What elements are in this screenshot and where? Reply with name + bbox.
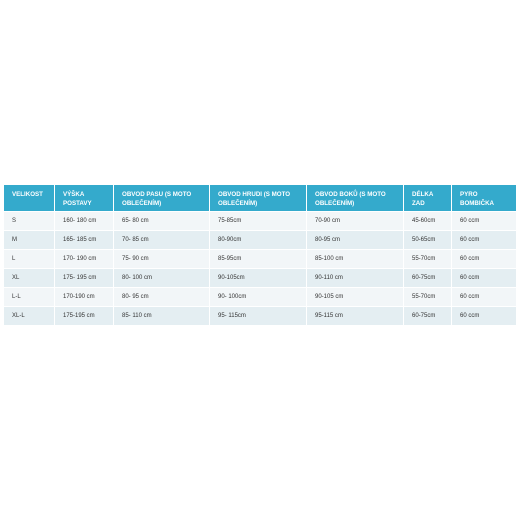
header-pyro-cartridge: PYRO BOMBIČKA xyxy=(452,185,516,211)
cell-chest: 75-85cm xyxy=(210,211,307,230)
header-size: VELIKOST xyxy=(4,185,55,211)
header-chest: OBVOD HRUDI (S MOTO OBLEČENÍM) xyxy=(210,185,307,211)
cell-pyro-cartridge: 60 ccm xyxy=(452,287,516,306)
cell-size: M xyxy=(4,230,55,249)
cell-back-length: 60-75cm xyxy=(404,306,452,325)
cell-size: L xyxy=(4,249,55,268)
cell-size: S xyxy=(4,211,55,230)
table-row xyxy=(4,268,516,287)
cell-height: 170-190 cm xyxy=(55,287,114,306)
cell-back-length: 55-70cm xyxy=(404,287,452,306)
header-hips: OBVOD BOKŮ (S MOTO OBLEČENÍM) xyxy=(307,185,404,211)
cell-hips: 90-105 cm xyxy=(307,287,404,306)
cell-waist: 70- 85 cm xyxy=(114,230,210,249)
cell-height: 175- 195 cm xyxy=(55,268,114,287)
cell-size: XL xyxy=(4,268,55,287)
header-row xyxy=(4,185,516,211)
cell-back-length: 55-70cm xyxy=(404,249,452,268)
cell-chest: 90- 100cm xyxy=(210,287,307,306)
cell-height: 170- 190 cm xyxy=(55,249,114,268)
cell-chest: 95- 115cm xyxy=(210,306,307,325)
cell-back-length: 60-75cm xyxy=(404,268,452,287)
cell-hips: 85-100 cm xyxy=(307,249,404,268)
size-chart-table xyxy=(4,185,516,325)
cell-pyro-cartridge: 60 ccm xyxy=(452,306,516,325)
cell-chest: 90-105cm xyxy=(210,268,307,287)
cell-height: 175-195 cm xyxy=(55,306,114,325)
header-height: VÝŠKA POSTAVY xyxy=(55,185,114,211)
cell-height: 160- 180 cm xyxy=(55,211,114,230)
cell-hips: 95-115 cm xyxy=(307,306,404,325)
table-row xyxy=(4,230,516,249)
cell-back-length: 45-60cm xyxy=(404,211,452,230)
cell-waist: 75- 90 cm xyxy=(114,249,210,268)
cell-hips: 90-110 cm xyxy=(307,268,404,287)
cell-hips: 80-95 cm xyxy=(307,230,404,249)
cell-size: XL-L xyxy=(4,306,55,325)
table-row xyxy=(4,211,516,230)
table-row xyxy=(4,287,516,306)
cell-back-length: 50-65cm xyxy=(404,230,452,249)
cell-height: 165- 185 cm xyxy=(55,230,114,249)
cell-waist: 80- 95 cm xyxy=(114,287,210,306)
header-waist: OBVOD PASU (S MOTO OBLEČENÍM) xyxy=(114,185,210,211)
cell-size: L-L xyxy=(4,287,55,306)
cell-pyro-cartridge: 60 ccm xyxy=(452,211,516,230)
table-row xyxy=(4,249,516,268)
cell-chest: 80-90cm xyxy=(210,230,307,249)
cell-chest: 85-95cm xyxy=(210,249,307,268)
cell-waist: 65- 80 cm xyxy=(114,211,210,230)
table-row xyxy=(4,306,516,325)
cell-waist: 80- 100 cm xyxy=(114,268,210,287)
cell-pyro-cartridge: 60 ccm xyxy=(452,249,516,268)
cell-waist: 85- 110 cm xyxy=(114,306,210,325)
header-back-length: DÉLKA ZAD xyxy=(404,185,452,211)
cell-hips: 70-90 cm xyxy=(307,211,404,230)
cell-pyro-cartridge: 60 ccm xyxy=(452,230,516,249)
cell-pyro-cartridge: 60 ccm xyxy=(452,268,516,287)
